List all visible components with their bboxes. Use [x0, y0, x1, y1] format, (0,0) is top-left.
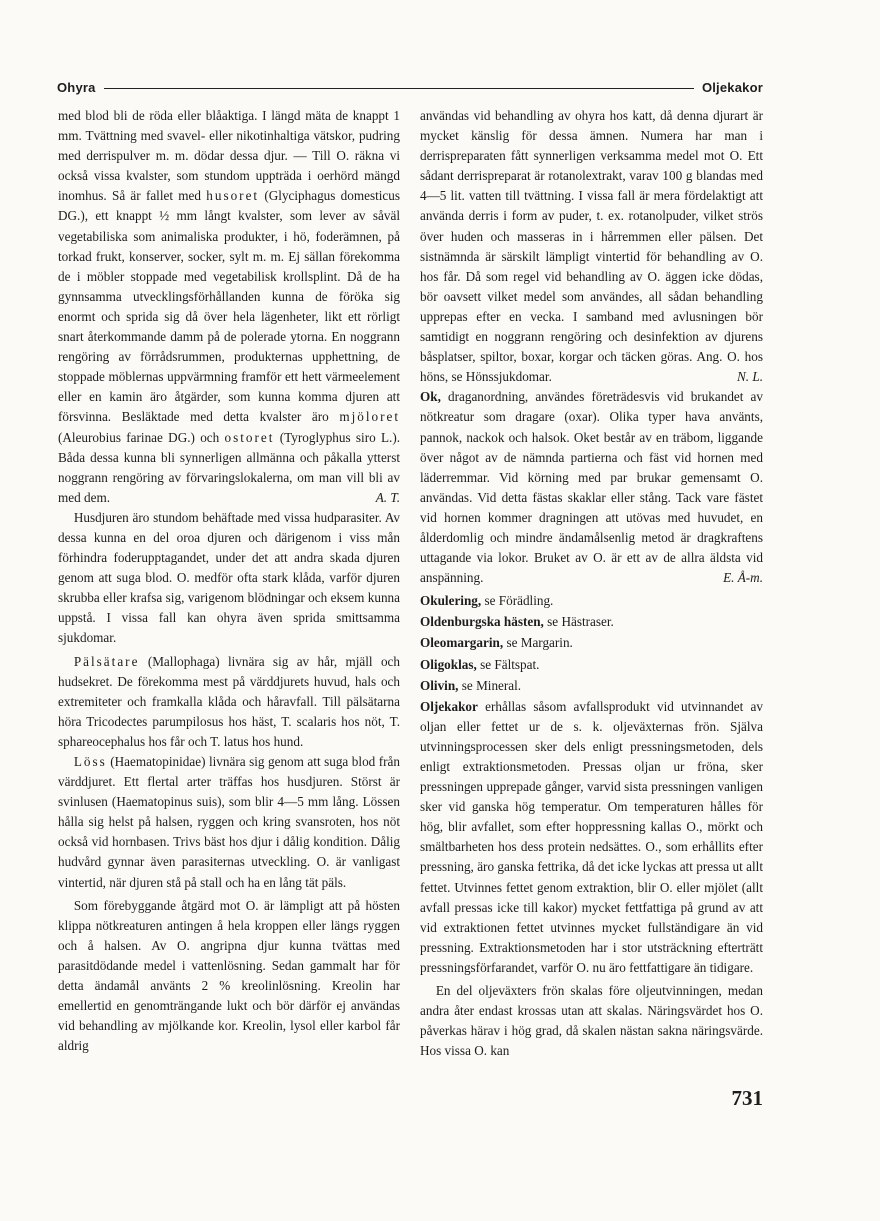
paragraph: Som förebyggande åtgärd mot O. är lämpligt att på hösten klippa nötkreaturen antingen å hela kroppen eller längs ryggen och å halsen. Av O. angripna djur kunna tvättas med parasitdödande medel i vattenlösning. Sedan gammalt har för detta ändamål använts 2 % kreolinlösning. Kreolin har emellertid en genomträngande lukt och bör därför ej användas vid behandling av mjölkande kor. Kreolin, lysol eller karbol får aldrig: [58, 897, 400, 1054]
paragraph-text: (Aleurobius farinae DG.) och: [58, 429, 220, 445]
entry-headword: Oljekakor: [420, 698, 478, 714]
paragraph-text: med blod bli de röda eller blåaktiga. I längd mäta de knappt 1 mm. Tvättning med svavel- eller nikotinhaltiga vätskor, pudring med derrispulver m. m. dödar dessa djur. — Till O. räkna vi också vissa kvalster, som stundom uppträda i oerhörd mängd inomhus. Så är fallet med: [58, 108, 400, 204]
paragraph: [58, 652, 400, 752]
paragraph-text: (Tyroglyphus siro L.). Båda dessa kunna bli synnerligen allmänna och påkalla ytterst noggrann rengöring av förvaringslokalerna, om man vill bli av med dem.: [58, 429, 401, 505]
cross-reference: se Förädling.: [484, 593, 554, 609]
running-head: [57, 78, 763, 96]
entry-text: erhållas såsom avfallsprodukt vid utvinnandet av oljan eller fettet ur de s. k. oljeväxternas frön. Själva utvinningsprocessen sker dels enligt pressningsmetoden, dels enligt extraktionsmetoden. Pressas oljan ur fröna, sker pressningen upprepade gånger, varvid sista pressningen vanligen sker vid ganska hög temperatur. Om temperaturen hålles för hög, blir avfallet, som efter hoppressning kallas O., mörkt och smältbarheten hos dess protein nedsättes. O., som erhållits efter pressning, äro ganska fettrika, då det icke lyckas att pressa ut allt fettet. Utvinnes fettet genom extraktion, blir O. eller mjölet (allt avfall pressas icke till kakor) mycket fettfattiga på grund av att vid extraktionen fettet utvinnes mycket fullständigare än vid pressning. Extraktionsmetoden har i stor utsträckning efterträtt pressningsförfarandet, varför O. nu äro fettfattigare än tidigare.: [420, 698, 763, 975]
term: mjöloret: [339, 409, 400, 425]
term: husoret: [206, 188, 260, 204]
paragraph: En del oljeväxters frön skalas före oljeutvinningen, medan andra åter endast krossas utan att skalas. Näringsvärdet hos O. påverkas härav i hög grad, då skalen nästan sakna näringsvärde. Hos vissa O. kan: [420, 983, 763, 1059]
paragraph-text: (Glyciphagus domesticus DG.), ett knappt ½ mm långt kvalster, som lever av såväl vegetabiliska som animaliska produkter, i hö, foderämnen, på torkad frukt, konserver, socker, sylt m. m. Ej sällan förekomma de i möbler stoppade med vegetabilisk krollsplint. Då de ha gynnsamma utvecklingsförhållanden kunna de föröka sig enormt och sprida sig då över hela lägenheter, likt ett rörligt snart återkommande damm på de polerade ytorna. En noggrann rengöring av förrådsrummen, produkternas upphettning, de stoppade möblernas uppvärmning framför ett hett värmeelement eller en kamin äro åtgärder, som kunna komma djuren att försvinna. Besläktade med detta kvalster äro: [58, 188, 401, 425]
entry-text: draganordning, användes företrädesvis vid brukandet av nötkreatur som dragare (oxar). Olika typer hava använts, pannok, nackok och halsok. Oket består av en träbom, liggande över något av de nämnda partierna och fäst vid hornen med läderremmar. Vid körning med par brukar gemensamt O. användas. Vid detta fästas skaklar eller stång. Tack vare fästet vid hornen kommer dragningen att utövas med huvudet, en ålderdomlig och mindre ändamålsenlig metod är dragkraftens uttagande via lokor. Bruket av O. är ett av de allra äldsta vid anspänning.: [420, 389, 764, 586]
paragraph: Husdjuren äro stundom behäftade med vissa hudparasiter. Av dessa kunna en del oroa djuren och därigenom i viss mån förhindra foderupptagandet, under det att andra skada djuren genom att suga blod. O. medför ofta stark klåda, varför djuren skrubba eller krafsa sig, varigenom blödningar och eksem kunna uppstå. I vissa fall kan ohyra även sprida smittsamma sjukdomar.: [58, 509, 400, 646]
paragraph: [58, 106, 400, 508]
cross-reference: se Mineral.: [461, 677, 522, 693]
paragraph: [420, 106, 763, 387]
author-signature: A. T.: [375, 489, 400, 505]
cross-reference: se Fältspat.: [480, 656, 540, 672]
entry-headword: Oldenburgska hästen,: [420, 614, 544, 630]
cross-reference: se Hästraser.: [547, 614, 614, 630]
left-column: [58, 106, 400, 1056]
author-signature: E. Å-m.: [723, 570, 763, 586]
paragraph-text: användas vid behandling av ohyra hos katt, då denna djurart är mycket känslig för dessa ämnen. Numera har man i derrispreparaten fått synnerligen verksamma medel mot O. Ett sådant derrispreparat är rotanolextrakt, varav 100 g blandas med 4—5 lit. vatten till tvättning. I vissa fall är mera fördelaktigt att använda derris i form av puder, t. ex. rotanolpuder, vilket strös över huden och masseras in i hårremmen eller pälsen. Det sistnämnda är särskilt lämpligt vintertid för behandling av O. hos får. Då som regel vid behandling av O. äggen icke dödas, bör oavsett vilket medel som användes, all sådan behandling upprepas efter en vecka. I samband med avlusningen bör samtidigt en noggrann rengöring och desinfektion av djurens båsplatser, spiltor, boxar, korgar och täcken göras. Ang. O. hos höns, se Hönssjukdomar.: [420, 108, 763, 385]
entry-headword: Ok,: [420, 389, 441, 405]
entry-oljekakor: [420, 697, 763, 978]
entry-headword: Olivin,: [420, 677, 459, 693]
header-rule: [104, 88, 694, 89]
entry-reference: [420, 676, 763, 696]
term: ostoret: [224, 429, 275, 445]
paragraph-text: (Mallophaga) livnära sig av hår, mjäll och hudsekret. De förekomma mest på värddjurets huvud, hals och extremiteter och framkalla klåda och håravfall. Till pälsätarna höra Tricodectes parumpilosus hos häst, T. scalaris hos nöt, T. sphareocephalus hos får och T. latus hos hund.: [58, 653, 400, 749]
entry-ok: [420, 387, 763, 588]
term: Löss: [73, 754, 107, 769]
running-head-left: Ohyra: [57, 79, 96, 95]
right-column: [420, 106, 763, 1061]
page-number: 731: [731, 1086, 763, 1110]
entry-headword: Okulering,: [420, 593, 482, 609]
cross-reference: se Margarin.: [506, 635, 573, 651]
author-signature: N. L.: [736, 369, 763, 385]
entry-headword: Oleomargarin,: [420, 635, 504, 651]
paragraph: [58, 752, 400, 893]
entry-reference: [420, 612, 763, 632]
entry-reference: [420, 655, 763, 675]
entry-reference: [420, 633, 763, 653]
paragraph-text: (Haematopinidae) livnära sig genom att suga blod från värddjuret. Ett flertal arter träffas hos husdjuren. Störst är svinlusen (Haematopinus suis), som blir 4—5 mm lång. Lössen hålla sig helst på halsen, ryggen och kring svansroten, hos nöt också vid hornbasen. Trivs bäst hos djur i dålig kondition. Dålig hudvård gynnar även parasiternas utveckling. O. är vanligast vintertid, när djuren stå på stall och ha en lång tät päls.: [58, 754, 400, 890]
term: Pälsätare: [73, 653, 140, 669]
entry-headword: Oligoklas,: [420, 656, 477, 672]
running-head-right: Oljekakor: [701, 79, 763, 95]
entry-reference: [420, 591, 763, 611]
